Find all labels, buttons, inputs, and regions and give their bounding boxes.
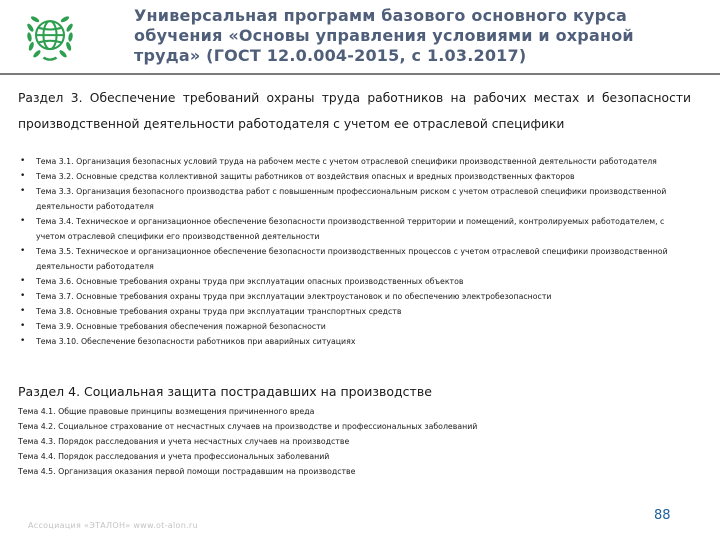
topic-text: Обеспечение безопасности работников при аварийных ситуациях [81, 337, 356, 346]
list-item [18, 154, 693, 169]
topic-number: Тема 4.3. [18, 437, 56, 446]
topic-number: Тема 3.1. [36, 157, 74, 166]
topic-number: Тема 3.6. [36, 277, 74, 286]
list-item [18, 289, 693, 304]
list-item [18, 464, 693, 479]
topic-text: Основные требования охраны труда при эксплуатации электроустановок и по обеспечению электробезопасности [76, 292, 552, 301]
list-item [18, 449, 693, 464]
topic-number: Тема 3.5. [36, 247, 74, 256]
section-3-heading: Раздел 3. Обеспечение требований охраны труда работников на рабочих местах и безопасности производственной деятельности работодателя с учетом ее отраслевой специфики [18, 91, 691, 131]
topic-text: Основные средства коллективной защиты работников от воздействия опасных и вредных производственных факторов [76, 172, 575, 181]
topic-number: Тема 3.3. [36, 187, 74, 196]
topic-text: Порядок расследования и учета профессиональных заболеваний [58, 452, 330, 461]
section-4-heading: Раздел 4. Социальная защита пострадавших на производстве [18, 384, 432, 399]
topic-text: Техническое и организационное обеспечение безопасности производственной территории и помещений, контролируемых работодателем, с учетом отраслевой специфики его производственной деятельности [36, 217, 665, 241]
topic-number: Тема 3.8. [36, 307, 74, 316]
list-item [18, 274, 693, 289]
topic-text: Основные требования охраны труда при эксплуатации опасных производственных объектов [76, 277, 464, 286]
topic-number: Тема 3.4. [36, 217, 74, 226]
wreath-globe-logo-icon [22, 9, 78, 65]
topic-text: Техническое и организационное обеспечение безопасности производственных процессов с учетом отраслевой специфики производственной деятельности работодателя [36, 247, 668, 271]
topic-text: Организация безопасного производства работ с повышенным профессиональным риском с учетом отраслевой специфики производственной деятельности работодателя [36, 187, 667, 211]
page-title: Универсальная программ базового основного курса обучения «Основы управления условиями и охраной труда» (ГОСТ 12.0.004-2015, с 1.03.2017) [134, 6, 634, 65]
footer-organization: Ассоциация «ЭТАЛОН» www.ot-alon.ru [28, 521, 198, 530]
topic-number: Тема 3.7. [36, 292, 74, 301]
topic-text: Порядок расследования и учета несчастных случаев на производстве [58, 437, 350, 446]
topic-number: Тема 4.2. [18, 422, 56, 431]
list-item [18, 434, 693, 449]
list-item [18, 184, 693, 214]
topic-text: Основные требования обеспечения пожарной безопасности [76, 322, 326, 331]
list-item [18, 304, 693, 319]
topic-number: Тема 4.1. [18, 407, 56, 416]
topic-number: Тема 3.9. [36, 322, 74, 331]
page-number: 88 [654, 508, 671, 523]
list-item [18, 244, 693, 274]
list-item [18, 214, 693, 244]
topic-number: Тема 4.5. [18, 467, 56, 476]
list-item [18, 169, 693, 184]
topic-text: Основные требования охраны труда при эксплуатации транспортных средств [76, 307, 402, 316]
header-divider [0, 73, 720, 75]
list-item [18, 319, 693, 334]
topic-number: Тема 3.10. [36, 337, 79, 346]
topic-text: Общие правовые принципы возмещения причиненного вреда [58, 407, 315, 416]
topic-number: Тема 4.4. [18, 452, 56, 461]
topic-number: Тема 3.2. [36, 172, 74, 181]
list-item [18, 334, 693, 349]
section-4-topic-list [18, 404, 693, 479]
list-item [18, 404, 693, 419]
topic-text: Организация безопасных условий труда на рабочем месте с учетом отраслевой специфики производственной деятельности работодателя [76, 157, 657, 166]
list-item [18, 419, 693, 434]
topic-text: Социальное страхование от несчастных случаев на производстве и профессиональных заболеваний [58, 422, 478, 431]
topic-text: Организация оказания первой помощи пострадавшим на производстве [58, 467, 356, 476]
section-3-topic-list [18, 154, 693, 349]
